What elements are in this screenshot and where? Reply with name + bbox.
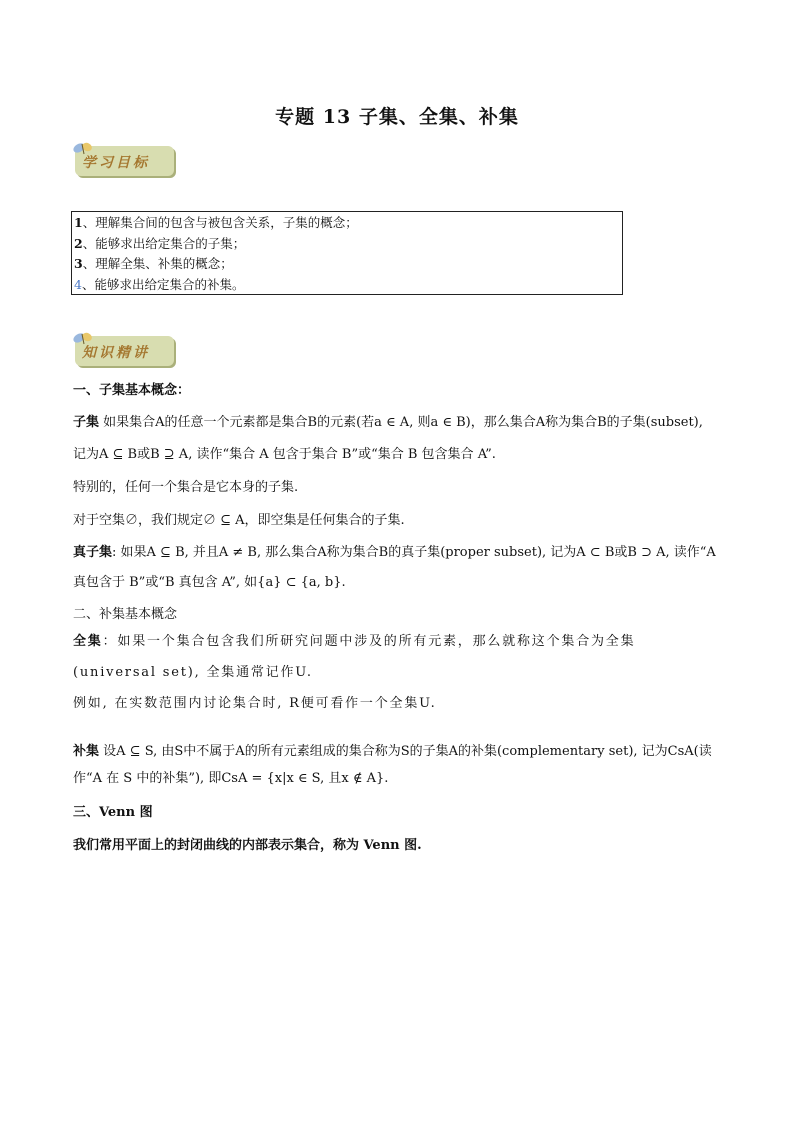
- goals-box: [71, 211, 623, 295]
- universal-set-example: 例如, 在实数范围内讨论集合时, R便可看作一个全集U.: [73, 696, 437, 711]
- learning-goals-label: 学习目标: [82, 155, 150, 171]
- section-heading: 三、Venn 图: [73, 805, 153, 820]
- subset-definition: 子集 如果集合A的任意一个元素都是集合B的元素(若a ∈ A, 则a ∈ B)，那么集合A称为集合B的子集(subset),: [73, 415, 703, 430]
- goal-item: 3、理解全集、补集的概念；: [74, 256, 233, 271]
- goal-item: 2、能够求出给定集合的子集；: [74, 235, 246, 251]
- complement-notation: 作“A 在 S 中的补集”), 即CsA = {x|x ∈ S, 且x ∉ A}.: [73, 771, 389, 786]
- learning-goals-badge: [70, 140, 176, 178]
- section-heading: 二、补集基本概念: [73, 607, 178, 622]
- section-heading: 一、子集基本概念：: [73, 383, 191, 398]
- proper-subset-definition: 真子集: 如果A ⊆ B, 并且A ≠ B, 那么集合A称为集合B的真子集(proper subset), 记为A ⊂ B或B ⊃ A, 读作“A: [73, 545, 716, 560]
- empty-set-rule: 对于空集∅，我们规定∅ ⊆ A，即空集是任何集合的子集.: [73, 513, 405, 528]
- venn-definition: 我们常用平面上的封闭曲线的内部表示集合，称为 Venn 图.: [73, 838, 422, 853]
- complement-definition: 补集 设A ⊆ S, 由S中不属于A的所有元素组成的集合称为S的子集A的补集(complementary set), 记为CsA(读: [73, 744, 712, 759]
- goal-item: 1、理解集合间的包含与被包含关系，子集的概念；: [74, 215, 358, 230]
- knowledge-label: 知识精讲: [82, 345, 150, 361]
- universal-set-notation: (universal set), 全集通常记作U.: [73, 665, 313, 680]
- knowledge-badge: [70, 330, 176, 368]
- page-title: 专题 13 子集、全集、补集: [275, 106, 519, 128]
- proper-subset-notation: 真包含于 B”或“B 真包含 A”, 如{a} ⊂ {a, b}.: [73, 575, 346, 590]
- goal-item: 4、能够求出给定集合的补集。: [74, 276, 245, 292]
- subset-notation: 记为A ⊆ B或B ⊇ A, 读作“集合 A 包含于集合 B”或“集合 B 包含集合 A”.: [73, 447, 496, 462]
- special-case: 特别的，任何一个集合是它本身的子集.: [73, 480, 299, 495]
- universal-set-definition: 全集：如果一个集合包含我们所研究问题中涉及的所有元素，那么就称这个集合为全集: [73, 634, 636, 649]
